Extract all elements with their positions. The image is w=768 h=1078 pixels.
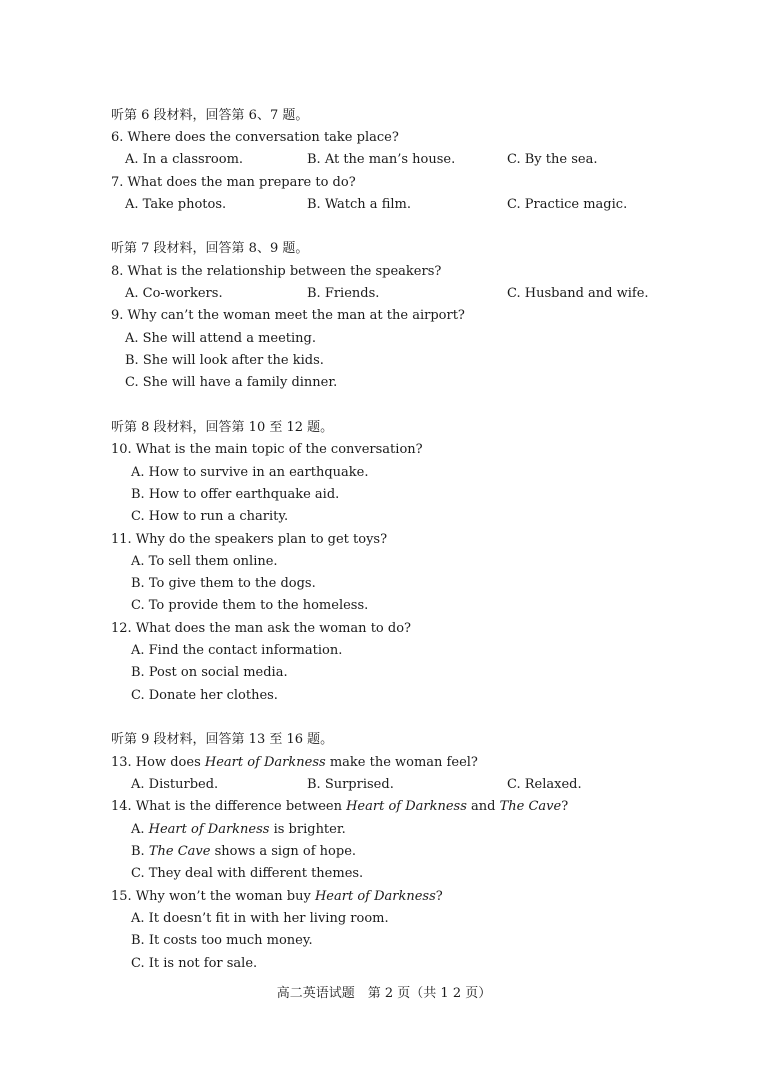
question-12-option-c: C. Donate her clothes. — [131, 688, 278, 703]
section-6-heading: 听第 6 段材料，回答第 6、7 题。 — [111, 108, 309, 123]
question-15-book-title: Heart of Darkness — [314, 889, 436, 904]
question-9-option-b: B. She will look after the kids. — [125, 353, 324, 368]
question-10-stem: 10. What is the main topic of the conversation? — [111, 442, 423, 457]
page-footer: 高二英语试题 第 2 页（共 1 2 页） — [276, 986, 492, 1001]
question-11-stem: 11. Why do the speakers plan to get toys? — [111, 532, 388, 547]
question-15-option-c: C. It is not for sale. — [131, 956, 258, 971]
question-12-option-a: A. Find the contact information. — [131, 643, 343, 658]
section-7-heading: 听第 7 段材料，回答第 8、9 题。 — [111, 241, 309, 256]
question-6-option-a: A. In a classroom. — [125, 152, 244, 167]
question-7-option-c: C. Practice magic. — [507, 197, 628, 212]
question-15-stem-pre: 15. Why won’t the woman buy — [111, 889, 315, 904]
question-12-stem: 12. What does the man ask the woman to do? — [111, 621, 411, 636]
question-14-stem-post: ? — [561, 799, 569, 814]
question-8-option-c: C. Husband and wife. — [507, 286, 649, 301]
question-12-option-b: B. Post on social media. — [131, 665, 288, 680]
question-14-stem-pre: 14. What is the difference between — [111, 799, 347, 814]
question-13-option-b: B. Surprised. — [307, 777, 394, 792]
question-14-option-a — [131, 822, 346, 838]
question-15-stem — [111, 889, 443, 905]
section-8-heading: 听第 8 段材料，回答第 10 至 12 题。 — [111, 420, 334, 435]
question-9-option-a: A. She will attend a meeting. — [125, 331, 317, 346]
question-7-option-b: B. Watch a film. — [307, 197, 411, 212]
question-13-option-a: A. Disturbed. — [131, 777, 219, 792]
question-10-option-c: C. How to run a charity. — [131, 509, 289, 524]
question-11-option-a: A. To sell them online. — [131, 554, 278, 569]
question-15-option-b: B. It costs too much money. — [131, 933, 313, 948]
question-6-option-c: C. By the sea. — [507, 152, 598, 167]
question-14-option-b-pre: B. — [131, 844, 149, 859]
question-8-option-b: B. Friends. — [307, 286, 380, 301]
question-11-option-c: C. To provide them to the homeless. — [131, 598, 369, 613]
question-15-option-a: A. It doesn’t fit in with her living room. — [131, 911, 389, 926]
question-8-stem: 8. What is the relationship between the speakers? — [111, 264, 442, 279]
question-13-option-c: C. Relaxed. — [507, 777, 582, 792]
question-11-option-b: B. To give them to the dogs. — [131, 576, 316, 591]
question-14-option-b-title: The Cave — [148, 844, 211, 859]
question-14-option-a-post: is brighter. — [269, 822, 346, 837]
question-14-stem-mid: and — [466, 799, 500, 814]
question-14-stem — [111, 799, 568, 815]
question-6-option-b: B. At the man’s house. — [307, 152, 456, 167]
question-13-book-title: Heart of Darkness — [204, 755, 326, 770]
question-14-title-2: The Cave — [499, 799, 562, 814]
question-6-stem: 6. Where does the conversation take place? — [111, 130, 399, 145]
question-8-option-a: A. Co-workers. — [125, 286, 223, 301]
section-9-heading: 听第 9 段材料，回答第 13 至 16 题。 — [111, 732, 334, 747]
question-14-title-1: Heart of Darkness — [346, 799, 467, 814]
question-9-option-c: C. She will have a family dinner. — [125, 375, 338, 390]
question-9-stem: 9. Why can’t the woman meet the man at the airport? — [111, 308, 465, 323]
question-14-option-b-post: shows a sign of hope. — [210, 844, 357, 859]
question-15-stem-post: ? — [435, 889, 443, 904]
question-7-option-a: A. Take photos. — [125, 197, 227, 212]
question-7-stem: 7. What does the man prepare to do? — [111, 175, 356, 190]
question-13-stem — [111, 755, 478, 771]
question-14-option-b — [131, 844, 356, 860]
question-10-option-a: A. How to survive in an earthquake. — [131, 465, 369, 480]
question-14-option-a-title: Heart of Darkness — [148, 822, 270, 837]
question-14-option-c: C. They deal with different themes. — [131, 866, 364, 881]
question-10-option-b: B. How to offer earthquake aid. — [131, 487, 340, 502]
question-13-stem-post: make the woman feel? — [325, 755, 478, 770]
question-13-stem-pre: 13. How does — [111, 755, 205, 770]
question-14-option-a-pre: A. — [131, 822, 149, 837]
